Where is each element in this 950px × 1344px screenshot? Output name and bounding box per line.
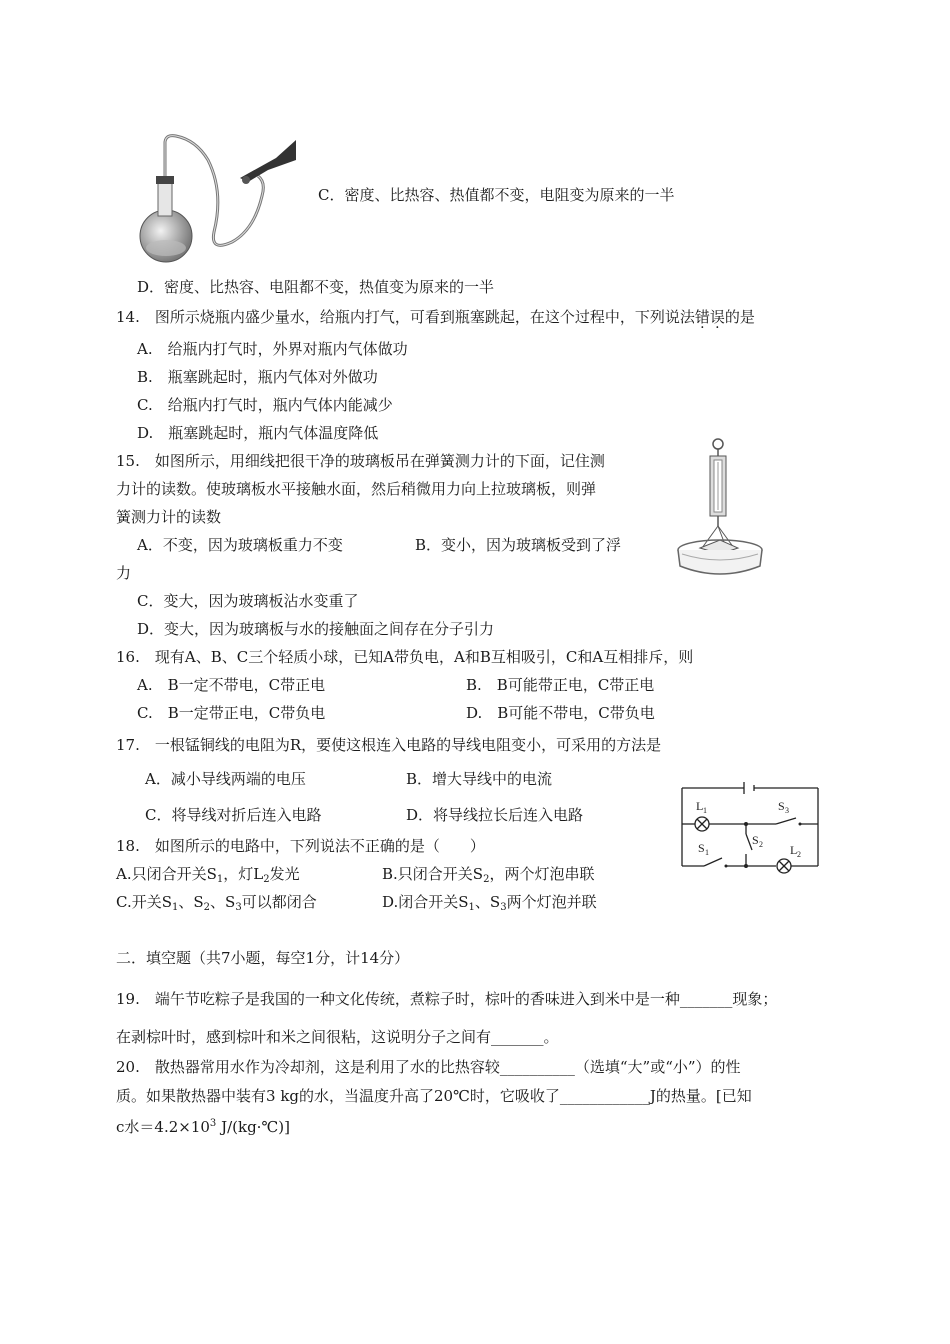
q18-option-a: A.只闭合开关$S_1$，灯$L_2$发光: [116, 865, 300, 885]
flask-pump-figure: [136, 132, 300, 266]
q20-line2: 质。如果散热器中装有3 kg的水，当温度升高了20℃时，它吸收了____________J的热量。[已知: [116, 1087, 752, 1105]
q15-option-b: B．变小，因为玻璃板受到了浮: [415, 536, 622, 554]
q14-option-c: C. 给瓶内打气时，瓶内气体内能减少: [137, 396, 393, 414]
circuit-diagram: [668, 778, 828, 878]
q19-line2: 在剥棕叶时，感到棕叶和米之间很粘，这说明分子之间有_______。: [116, 1028, 559, 1046]
q13-option-d: D．密度、比热容、电阻都不变，热值变为原来的一半: [137, 278, 495, 296]
svg-text:1: 1: [705, 848, 709, 857]
q18-option-c: C.开关$S_1$、$S_2$、$S_3$可以都闭合: [116, 893, 317, 913]
q18-option-d: D.闭合开关$S_1$、$S_3$两个灯泡并联: [382, 893, 597, 913]
svg-text:S: S: [752, 833, 759, 847]
q15-stem-line1: 15. 如图所示，用细线把很干净的玻璃板吊在弹簧测力计的下面，记住测: [116, 452, 605, 470]
q16-stem: 16. 现有A、B、C三个轻质小球，已知A带负电，A和B互相吸引，C和A互相排斥，则: [116, 648, 694, 666]
q20-line3: c水$=4.2\times 10^3$ J/(kg·℃)]: [116, 1118, 290, 1136]
q17-option-c: C．将导线对折后连入电路: [145, 806, 322, 824]
q14-option-b: B. 瓶塞跳起时，瓶内气体对外做功: [137, 368, 378, 386]
section-2-title: 二．填空题（共7小题，每空1分，计14分）: [116, 949, 410, 967]
q15-option-b-cont: 力: [116, 564, 132, 582]
svg-text:L: L: [790, 843, 798, 857]
q17-option-d: D．将导线拉长后连入电路: [406, 806, 584, 824]
q16-option-b: B. B可能带正电，C带正电: [466, 676, 655, 694]
q14-option-a: A. 给瓶内打气时，外界对瓶内气体做功: [137, 340, 408, 358]
q16-option-d: D. B可能不带电，C带负电: [466, 704, 655, 722]
q17-stem: 17. 一根锰铜线的电阻为R，要使这根连入电路的导线电阻变小，可采用的方法是: [116, 736, 662, 754]
q15-stem-line3: 簧测力计的读数: [116, 508, 222, 526]
svg-text:2: 2: [797, 850, 801, 859]
q16-option-c: C. B一定带正电，C带负电: [137, 704, 326, 722]
q14-stem: 14. 图所示烧瓶内盛少量水，给瓶内打气，可看到瓶塞跳起，在这个过程中，下列说法错误的是: [116, 308, 755, 326]
q15-option-d: D．变大，因为玻璃板与水的接触面之间存在分子引力: [137, 620, 495, 638]
q17-option-a: A．减小导线两端的电压: [145, 770, 306, 788]
svg-text:S: S: [698, 841, 705, 855]
q14-option-d: D. 瓶塞跳起时，瓶内气体温度降低: [137, 424, 379, 442]
q18-option-b: B.只闭合开关$S_2$，两个灯泡串联: [382, 865, 595, 885]
svg-text:3: 3: [785, 806, 789, 815]
q15-stem-line2: 力计的读数。使玻璃板水平接触水面，然后稍微用力向上拉玻璃板，则弹: [116, 480, 597, 498]
q17-option-b: B．增大导线中的电流: [406, 770, 553, 788]
q15-option-a: A．不变，因为玻璃板重力不变: [137, 536, 343, 554]
svg-text:L: L: [696, 799, 704, 813]
q20-line1: 20. 散热器常用水作为冷却剂，这是利用了水的比热容较__________（选填“大”或“小”）的性: [116, 1058, 741, 1076]
svg-text:1: 1: [703, 806, 707, 815]
spring-scale-figure: [676, 438, 776, 578]
q16-option-a: A. B一定不带电，C带正电: [137, 676, 326, 694]
q18-stem: 18. 如图所示的电路中，下列说法不正确的是（ ）: [116, 837, 485, 855]
svg-text:S: S: [778, 799, 785, 813]
q15-option-c: C．变大，因为玻璃板沾水变重了: [137, 592, 359, 610]
q19-line1: 19. 端午节吃粽子是我国的一种文化传统，煮粽子时，棕叶的香味进入到米中是一种_______现象；: [116, 990, 778, 1008]
q13-option-c: C．密度、比热容、热值都不变，电阻变为原来的一半: [318, 186, 675, 204]
svg-text:2: 2: [759, 840, 763, 849]
